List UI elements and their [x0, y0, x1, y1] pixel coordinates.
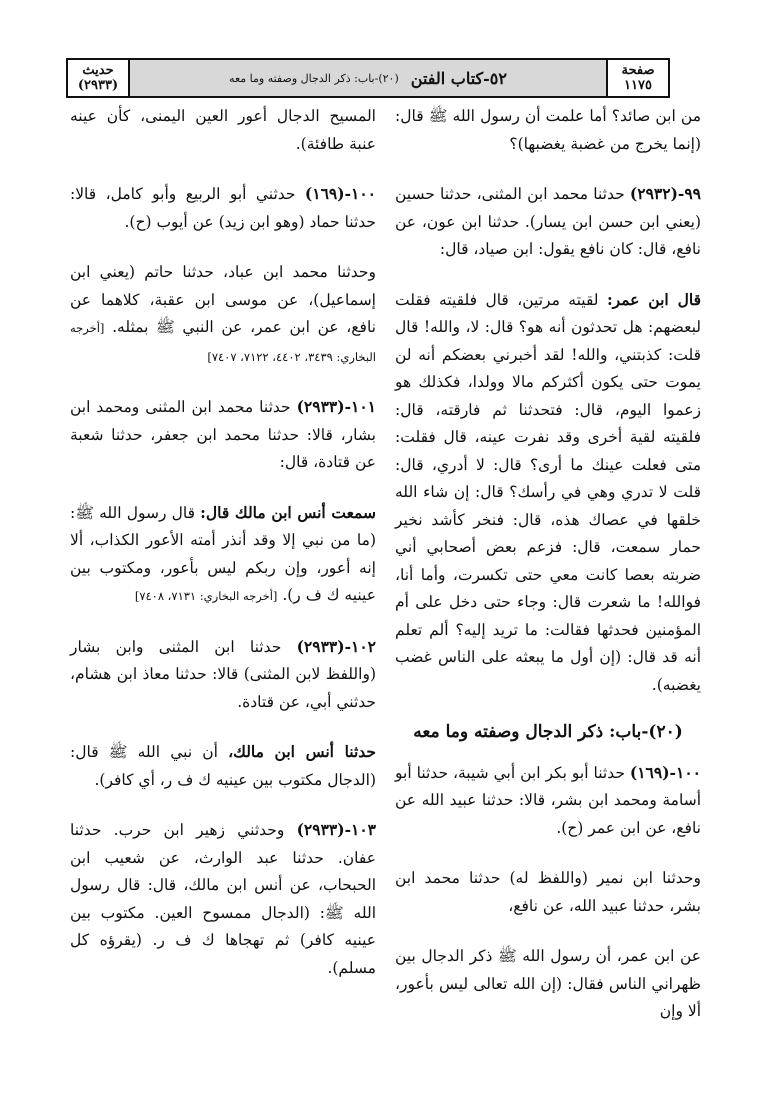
paragraph: وحدثنا محمد ابن عباد، حدثنا حاتم (يعني ابن إسماعيل)، عن موسى ابن عقبة، كلاهما عن نافع، عن ابن عمر، عن النبي ﷺ بمثله. [أخرجه البخاري: ٣٤٣٩، ٤٤٠٢، ٧١٢٢، ٧٤٠٧] — [70, 263, 376, 364]
paragraph: حدثنا أنس ابن مالك، أن نبي الله ﷺ قال: (الدجال مكتوب بين عينيه ك ف ر، أي كافر). — [70, 742, 376, 789]
hadith-label: حديث — [82, 63, 114, 78]
paragraph: ١٠٠-(١٦٩) حدثني أبو الربيع وأبو كامل، قالا: حدثنا حماد (وهو ابن زيد) عن أيوب (ح). — [70, 184, 376, 231]
header-title — [130, 60, 606, 96]
paragraph: ٩٩-(٢٩٣٢) حدثنا محمد ابن المثنى، حدثنا حسين (يعني ابن حسن ابن يسار). حدثنا ابن عون، عن نافع، قال: كان نافع يقول: ابن صياد، قال: — [395, 184, 701, 258]
source-reference: [أخرجه البخاري: ٣٤٣٩، ٤٤٠٢، ٧١٢٢، ٧٤٠٧] — [70, 321, 376, 364]
source-reference: [أخرجه البخاري: ٧١٣١، ٧٤٠٨] — [134, 589, 278, 603]
paragraph: قال ابن عمر: لقيته مرتين، قال فلقيته فقلت لبعضهم: هل تحدثون أنه هو؟ قال: لا، والله! قال قلت: كذبتني، والله! لقد أخبرني بعضكم أنه لن يموت حتى يكون أكثركم مالا وولدا، فكذلك هو زعموا اليوم، قال: فتحدثنا ثم فارقته، قال: فلقيته لقية أخرى وقد نفرت عينه، قال فقلت: متى فعلت عينك ما أرى؟ قال: لا أدري، قال: قلت لا تدري وهي في رأسك؟ قال: إن شاء الله خلقها في عصاك هذه، قال: فنخر كأشد نخير حمار سمعت، قال: فزعم بعض أصحابي أني ضربته بعصا كانت معي حتى تكسرت، وأما أنا، فوالله! ما شعرت قال: وجاء حتى دخل على أم المؤمنين فحدثها فقالت: ما تريد إليه؟ ألم تعلم أنه قد قال: (إن أول ما يبعثه على الناس غضب يغضبه). — [395, 289, 701, 694]
paragraph: ١٠٣-(٢٩٣٣) وحدثني زهير ابن حرب. حدثنا عفان. حدثنا عبد الوارث، عن شعيب ابن الحبحاب، عن أنس ابن مالك، قال: قال رسول الله ﷺ: (الدجال ممسوح العين. مكتوب بين عينيه كافر) ثم تهجاها ك ف ر. (يقرؤه كل مسلم). — [70, 820, 376, 977]
page-number: ١١٧٥ — [624, 78, 652, 93]
paragraph: وحدثنا ابن نمير (واللفظ له) حدثنا محمد ابن بشر، حدثنا عبيد الله، عن نافع، — [395, 869, 701, 915]
paragraph: ١٠٢-(٢٩٣٣) حدثنا ابن المثنى وابن بشار (واللفظ لابن المثنى) قالا: حدثنا معاذ ابن هشام، حدثني أبي، عن قتادة. — [70, 636, 376, 711]
right-column — [395, 102, 701, 1040]
page-header — [66, 58, 670, 98]
paragraph: سمعت أنس ابن مالك قال: قال رسول الله ﷺ: (ما من نبي إلا وقد أنذر أمته الأعور الكذاب، ألا إنه أعور، وإن ربكم ليس بأعور، ومكتوب بين عينيه ك ف ر). [أخرجه البخاري: ٧١٣١، ٧٤٠٨] — [70, 502, 376, 604]
left-column — [70, 102, 376, 996]
paragraph: من ابن صائد؟ أما علمت أن رسول الله ﷺ قال: (إنما يخرج من غضبة يغضبها)؟ — [395, 107, 701, 153]
hadith-number-box — [68, 60, 130, 96]
page-label: صفحة — [621, 63, 655, 78]
paragraph: المسيح الدجال أعور العين اليمنى، كأن عينه عنبة طافئة). — [70, 107, 376, 153]
chapter-heading: (٢٠)-باب: ذكر الدجال وصفته وما معه — [413, 722, 683, 742]
paragraph: ١٠١-(٢٩٣٣) حدثنا محمد ابن المثنى ومحمد ابن بشار، قالا: حدثنا محمد ابن جعفر، حدثنا شعبة عن قتادة، قال: — [70, 397, 376, 471]
paragraph: عن ابن عمر، أن رسول الله ﷺ ذكر الدجال بين ظهراني الناس فقال: (إن الله تعالى ليس بأعور، ألا وإن — [395, 947, 701, 1020]
chapter-title: (٢٠)-باب: ذكر الدجال وصفته وما معه — [229, 71, 399, 85]
paragraph: ١٠٠-(١٦٩) حدثنا أبو بكر ابن أبي شيبة، حدثنا أبو أسامة ومحمد ابن بشر، قالا: حدثنا عبيد الله عن نافع، عن ابن عمر (ح). — [395, 762, 701, 837]
hadith-number: (٢٩٣٣) — [77, 78, 119, 93]
page-number-box — [606, 60, 668, 96]
book-title: ٥٢-كتاب الفتن — [410, 68, 507, 88]
